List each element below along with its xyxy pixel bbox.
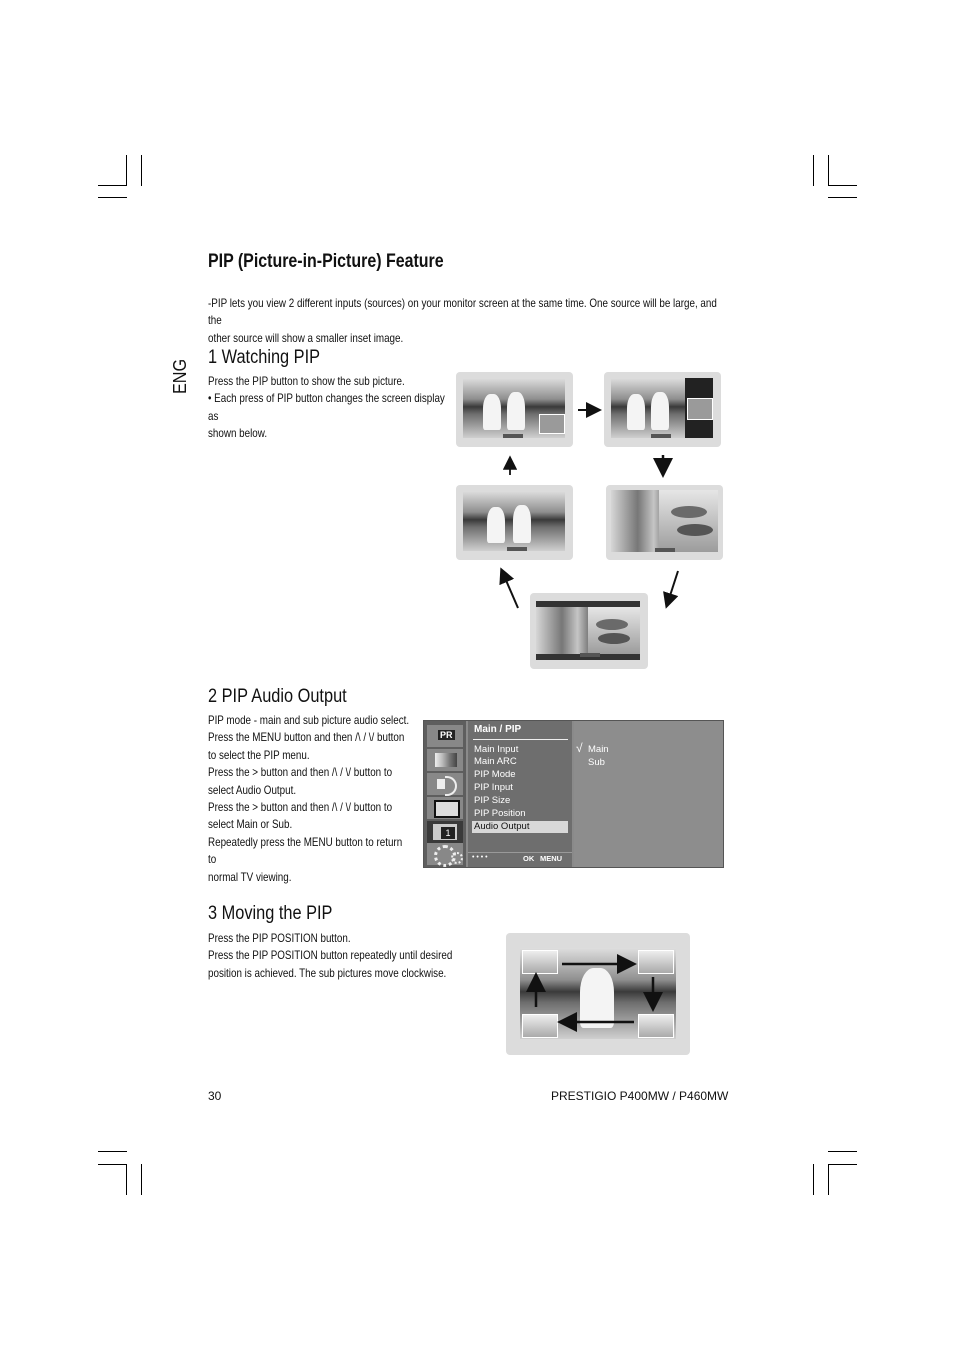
pip-icon[interactable]: 1: [427, 821, 463, 843]
intro-paragraph: [208, 295, 725, 347]
menu-item[interactable]: PIP Position: [474, 808, 526, 819]
intro-line: -PIP lets you view 2 different inputs (sources) on your monitor screen at the same time. One source will be large, and the: [208, 296, 717, 328]
menu-header: Main / PIP: [474, 724, 522, 735]
text-line: Press the PIP POSITION button repeatedly until desired: [208, 948, 453, 963]
ok-button[interactable]: OK: [523, 854, 535, 863]
arrow-down-left: [667, 571, 678, 605]
text-line: select Main or Sub.: [208, 817, 293, 832]
text-line: shown below.: [208, 426, 268, 441]
menu-button[interactable]: MENU: [540, 854, 563, 863]
menu-item[interactable]: PIP Mode: [474, 769, 516, 780]
menu-item[interactable]: PIP Input: [474, 782, 513, 793]
text-line: position is achieved. The sub pictures move clockwise.: [208, 965, 447, 980]
menu-item[interactable]: Main Input: [474, 744, 519, 755]
section-heading-pip-audio-output: 2 PIP Audio Output: [208, 686, 347, 707]
menu-list-panel: [468, 721, 572, 867]
section1-text: [208, 373, 446, 443]
menu-item[interactable]: Main ARC: [474, 756, 517, 767]
text-line: Press the MENU button and then /\ / \/ button: [208, 730, 405, 745]
page-title: PIP (Picture-in-Picture) Feature: [208, 251, 444, 272]
text-line: PIP mode - main and sub picture audio select.: [208, 713, 410, 727]
gear-icon[interactable]: [427, 843, 463, 865]
intro-line: other source will show a smaller inset image.: [208, 330, 404, 345]
menu-footer-dots: • • • •: [472, 854, 488, 861]
text-line: normal TV viewing.: [208, 869, 292, 884]
osd-menu: [423, 720, 724, 868]
text-line: select Audio Output.: [208, 782, 297, 797]
text-line: Press the > button and then /\ / \/ button to: [208, 765, 393, 780]
check-icon: √: [576, 741, 583, 755]
text-line: Repeatedly press the MENU button to return to: [208, 834, 403, 867]
text-line: Press the PIP button to show the sub picture.: [208, 374, 405, 388]
page-number: 30: [208, 1089, 222, 1103]
section-heading-watching-pip: 1 Watching PIP: [208, 347, 321, 368]
text-line: to select the PIP menu.: [208, 747, 310, 762]
screen-icon[interactable]: [427, 797, 463, 819]
menu-icon-column: [424, 721, 466, 867]
section2-text: [208, 712, 413, 886]
menu-item-selected[interactable]: Audio Output: [472, 821, 568, 833]
language-side-label: ENG: [170, 358, 190, 394]
section3-text: [208, 930, 457, 982]
picture-icon[interactable]: PR: [427, 725, 463, 747]
menu-options-panel: [574, 721, 723, 867]
arrow-up-left: [502, 571, 518, 608]
option-main[interactable]: Main: [588, 744, 609, 755]
text-line: Press the > button and then /\ / \/ button to: [208, 800, 393, 815]
section-heading-moving-pip: 3 Moving the PIP: [208, 903, 333, 924]
clockwise-arrows: [506, 933, 690, 1055]
color-bars-icon[interactable]: [427, 749, 463, 771]
menu-item[interactable]: PIP Size: [474, 795, 511, 806]
text-line: • Each press of PIP button changes the screen display as: [208, 391, 445, 423]
cycle-arrows: [480, 395, 700, 615]
model-name: PRESTIGIO P400MW / P460MW: [551, 1089, 729, 1103]
pip-position-illustration: [506, 933, 690, 1055]
speaker-icon[interactable]: [427, 773, 463, 795]
text-line: Press the PIP POSITION button.: [208, 931, 351, 945]
option-sub[interactable]: Sub: [588, 757, 605, 768]
